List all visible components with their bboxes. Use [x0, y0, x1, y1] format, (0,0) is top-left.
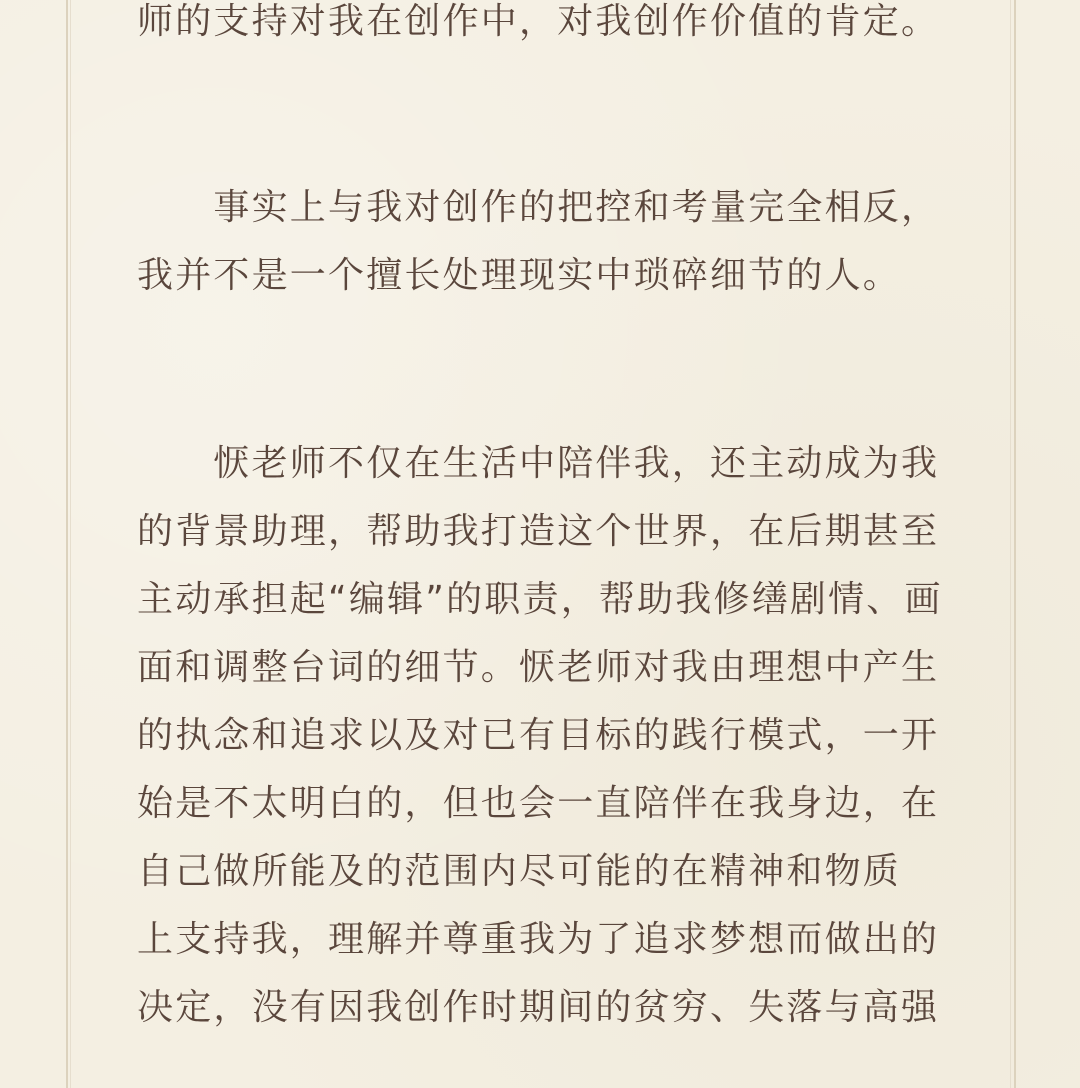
text-line: 的执念和追求以及对已有目标的践行模式，一开 — [137, 715, 940, 756]
left-border-line — [66, 0, 68, 1088]
text-line: 主动承担起“编辑”的职责，帮助我修缮剧情、画 — [137, 579, 943, 620]
paragraph-2 — [137, 174, 949, 310]
text-line: 我并不是一个擅长处理现实中琐碎细节的人。 — [137, 255, 902, 296]
paragraph-3 — [137, 430, 949, 1042]
text-line: 上支持我，理解并尊重我为了追求梦想而做出的 — [137, 919, 940, 960]
left-inner-border-line — [70, 0, 71, 1088]
text-line: 自己做所能及的范围内尽可能的在精神和物质 — [137, 851, 902, 892]
right-inner-border-line — [1010, 0, 1011, 1088]
text-line: 恹老师不仅在生活中陪伴我，还主动成为我 — [137, 443, 940, 484]
text-line: 师的支持对我在创作中，对我创作价值的肯定。 — [137, 1, 940, 42]
text-line: 面和调整台词的细节。恹老师对我由理想中产生 — [137, 647, 940, 688]
text-line: 始是不太明白的，但也会一直陪伴在我身边，在 — [137, 783, 940, 824]
right-border-line — [1014, 0, 1016, 1088]
text-line: 事实上与我对创作的把控和考量完全相反， — [137, 187, 940, 228]
text-line: 的背景助理，帮助我打造这个世界，在后期甚至 — [137, 511, 940, 552]
text-line: 决定，没有因我创作时期间的贫穷、失落与高强 — [137, 987, 940, 1028]
paragraph-1 — [137, 0, 949, 56]
